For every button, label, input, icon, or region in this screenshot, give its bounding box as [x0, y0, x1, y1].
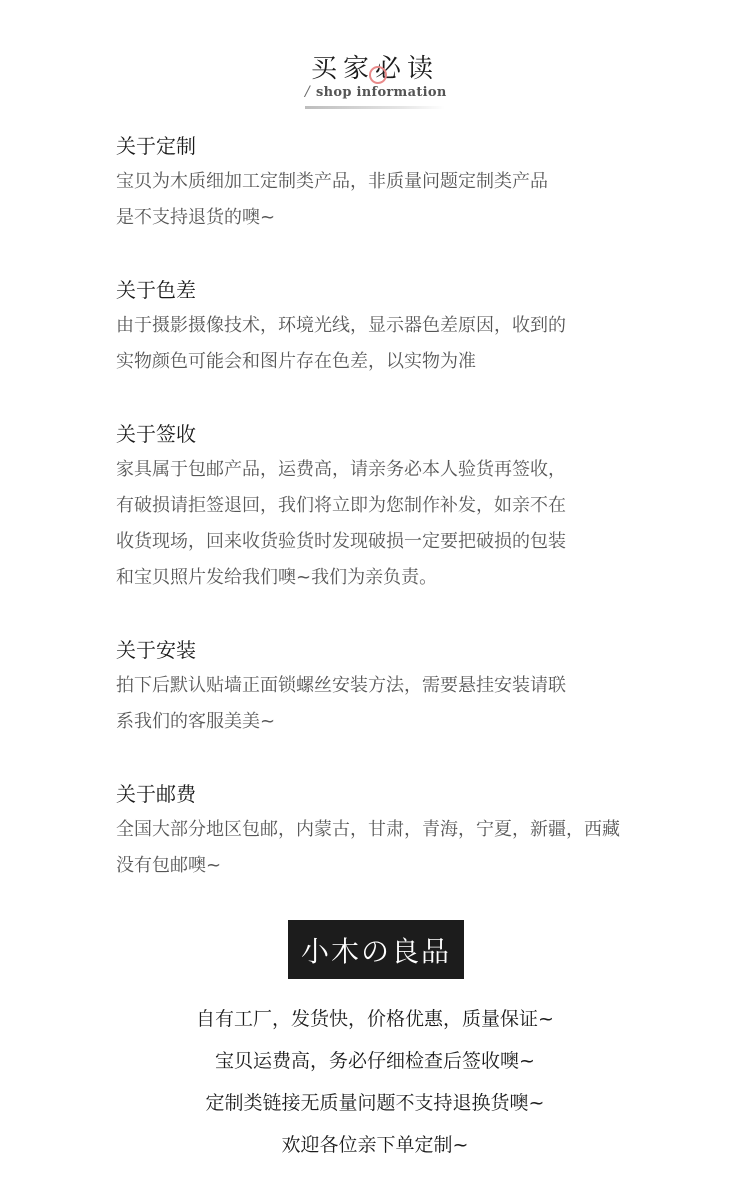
section-title: 关于邮费 [116, 782, 196, 806]
section-title: 关于定制 [116, 134, 196, 158]
section-text: 拍下后默认贴墙正面锁螺丝安装方法，需要悬挂安装请联 [116, 675, 566, 696]
section-text: 家具属于包邮产品，运费高，请亲务必本人验货再签收， [116, 459, 566, 480]
page-title: 买家必读 [310, 54, 439, 84]
section-title: 关于色差 [116, 278, 196, 302]
section-text: 由于摄影摄像技术，环境光线，显示器色差原因，收到的 [116, 315, 566, 336]
title-underline [305, 106, 445, 109]
info-sections [116, 128, 656, 920]
section-text: 没有包邮噢~ [116, 855, 222, 876]
section-custom [116, 128, 656, 236]
section-title: 关于签收 [116, 422, 196, 446]
page-subtitle: shop information [316, 85, 447, 100]
section-text: 宝贝为木质细加工定制类产品，非质量问题定制类产品 [116, 171, 548, 192]
slogan-line: 定制类链接无质量问题不支持退换货噢~ [205, 1092, 545, 1114]
slogan-line: 宝贝运费高，务必仔细检查后签收噢~ [215, 1050, 535, 1072]
section-receipt [116, 416, 656, 596]
slogan-line: 欢迎各位亲下单定制~ [281, 1134, 469, 1156]
section-title: 关于安装 [116, 638, 196, 662]
section-text: 收货现场，回来收货验货时发现破损一定要把破损的包装 [116, 531, 566, 552]
section-text: 和宝贝照片发给我们噢~我们为亲负责。 [116, 567, 438, 588]
circle-accent-icon [369, 66, 387, 84]
section-shipping [116, 776, 656, 884]
slash-decoration: / [305, 84, 310, 100]
slogan-line: 自有工厂，发货快，价格优惠，质量保证~ [196, 1008, 554, 1030]
section-text: 有破损请拒签退回，我们将立即为您制作补发，如亲不在 [116, 495, 566, 516]
section-text: 实物颜色可能会和图片存在色差，以实物为准 [116, 351, 476, 372]
section-color-difference [116, 272, 656, 380]
slogan-list [0, 998, 750, 1166]
brand-logo: 小木の良品 [288, 920, 464, 979]
section-text: 系我们的客服美美~ [116, 711, 276, 732]
section-text: 全国大部分地区包邮，内蒙古，甘肃，青海，宁夏，新疆，西藏 [116, 819, 620, 840]
section-installation [116, 632, 656, 740]
section-text: 是不支持退货的噢~ [116, 207, 276, 228]
